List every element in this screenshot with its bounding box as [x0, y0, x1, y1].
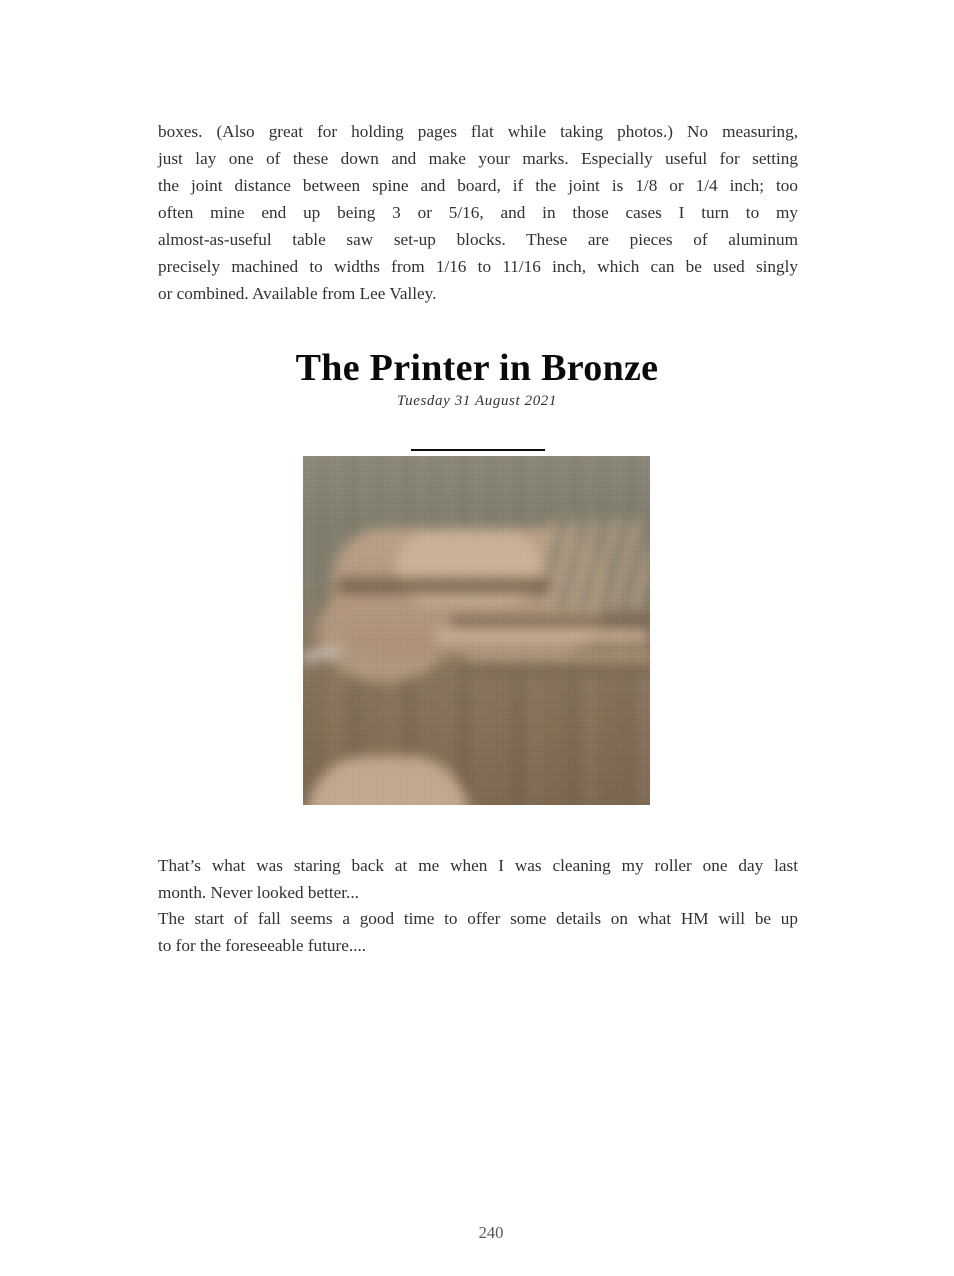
page-number: 240 — [478, 1223, 504, 1242]
bronze-printer-photo — [303, 456, 650, 805]
paragraph-roller — [158, 852, 798, 906]
text-line: to for the foreseeable future.... — [158, 936, 367, 955]
text-line: the joint distance between spine and board, if the joint is 1/8 or 1/4 inch; too — [158, 176, 798, 195]
text-line: just lay one of these down and make your marks. Especially useful for setting — [158, 149, 798, 168]
text-line: often mine end up being 3 or 5/16, and in those cases I turn to my — [158, 203, 798, 222]
post-title: The Printer in Bronze — [295, 347, 659, 389]
photo-grain-overlay — [303, 456, 650, 805]
text-line: The start of fall seems a good time to offer some details on what HM will be up — [158, 909, 798, 928]
text-line: precisely machined to widths from 1/16 to 11/16 inch, which can be used singly — [158, 257, 798, 276]
paragraph-continuation — [158, 118, 798, 307]
text-line: or combined. Available from Lee Valley. — [158, 284, 437, 303]
text-line: That’s what was staring back at me when I was cleaning my roller one day last — [158, 856, 798, 875]
paragraph-fall-plans — [158, 905, 798, 959]
text-line: month. Never looked better... — [158, 883, 359, 902]
post-date: Tuesday 31 August 2021 — [396, 393, 557, 409]
text-line: boxes. (Also great for holding pages flat while taking photos.) No measuring, — [158, 122, 798, 141]
horizontal-rule — [411, 449, 545, 451]
text-line: almost-as-useful table saw set-up blocks. These are pieces of aluminum — [158, 230, 798, 249]
